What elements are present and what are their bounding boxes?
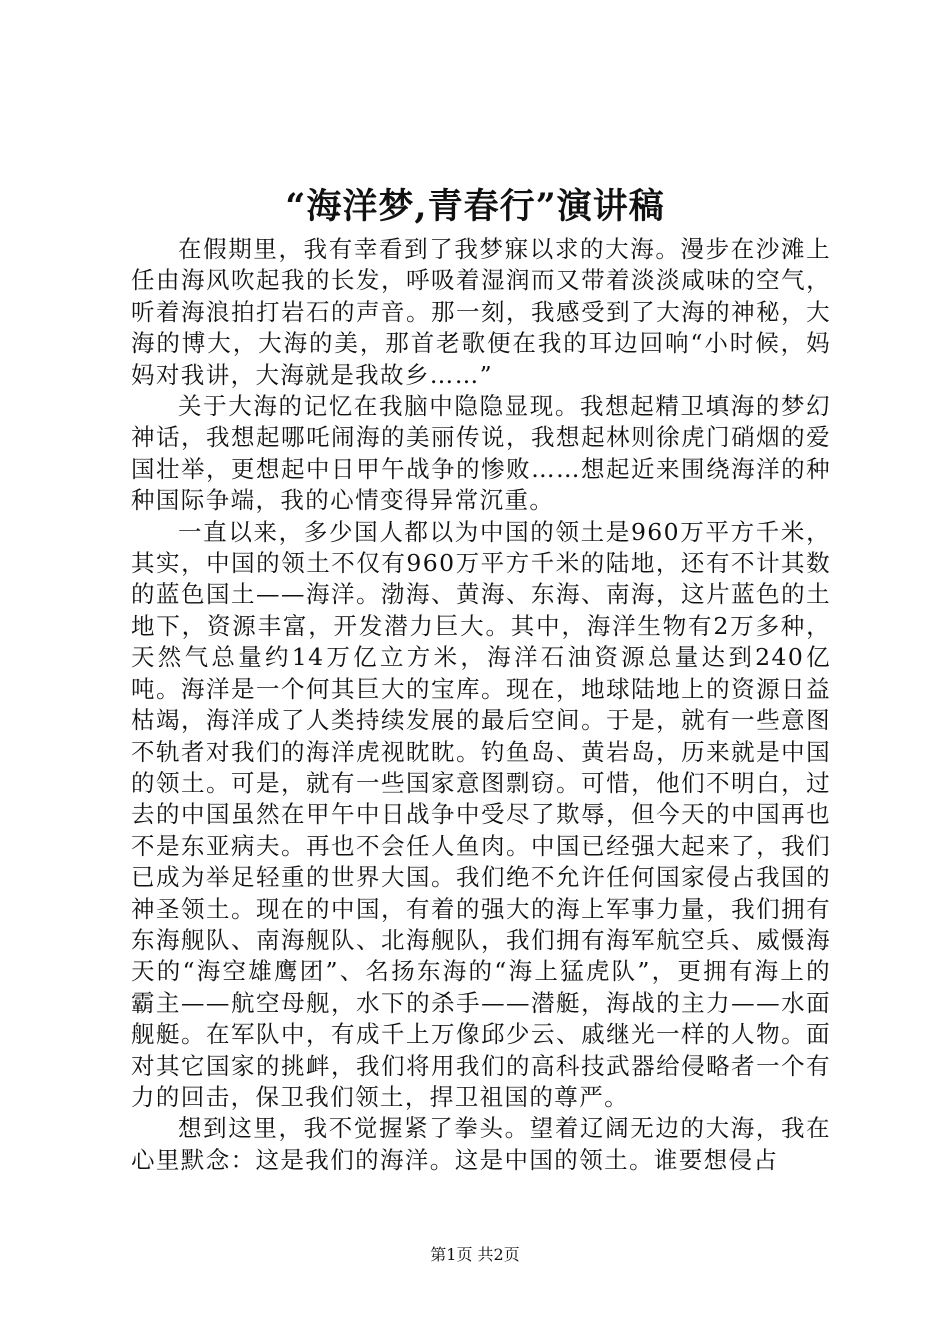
paragraph-3: 一直以来，多少国人都以为中国的领土是960万平方千米，其实，中国的领土不仅有960万平方千米的陆地，还有不计其数的蓝色国土——海洋。渤海、黄海、东海、南海，这片蓝色的土地下，资源丰富，开发潜力巨大。其中，海洋生物有2万多种，天然气总量约14万亿立方米，海洋石油资源总量达到240亿吨。海洋是一个何其巨大的宝库。现在，地球陆地上的资源日益枯竭，海洋成了人类持续发展的最后空间。于是，就有一些意图不轨者对我们的海洋虎视眈眈。钓鱼岛、黄岩岛，历来就是中国的领土。可是，就有一些国家意图剽窃。可惜，他们不明白，过去的中国虽然在甲午中日战争中受尽了欺辱，但今天的中国再也不是东亚病夫。再也不会任人鱼肉。中国已经强大起来了，我们已成为举足轻重的世界大国。我们绝不允许任何国家侵占我国的神圣领土。现在的中国，有着的强大的海上军事力量，我们拥有东海舰队、南海舰队、北海舰队，我们拥有海军航空兵、威慑海天的“海空雄鹰团”、名扬东海的“海上猛虎队”，更拥有海上的霸主——航空母舰，水下的杀手——潜艇，海战的主力——水面舰艇。在军队中，有成千上万像邱少云、戚继光一样的人物。面对其它国家的挑衅，我们将用我们的高科技武器给侵略者一个有力的回击，保卫我们领土，捍卫祖国的尊严。 xyxy=(131,517,831,1111)
paragraph-2: 关于大海的记忆在我脑中隐隐显现。我想起精卫填海的梦幻神话，我想起哪吒闹海的美丽传说，我想起林则徐虎门硝烟的爱国壮举，更想起中日甲午战争的惨败……想起近来围绕海洋的种种国际争端，我的心情变得异常沉重。 xyxy=(131,392,831,515)
paragraph-1: 在假期里，我有幸看到了我梦寐以求的大海。漫步在沙滩上任由海风吹起我的长发，呼吸着湿润而又带着淡淡咸味的空气，听着海浪拍打岩石的声音。那一刻，我感受到了大海的神秘，大海的博大，大海的美，那首老歌便在我的耳边回响“小时候，妈妈对我讲，大海就是我故乡……” xyxy=(131,235,831,389)
page-footer: 第1页 共2页 xyxy=(430,1245,520,1264)
paragraph-4: 想到这里，我不觉握紧了拳头。望着辽阔无边的大海，我在心里默念：这是我们的海洋。这是中国的领土。谁要想侵占 xyxy=(131,1114,831,1174)
document-title: “海洋梦,青春行”演讲稿 xyxy=(285,186,665,227)
document-body xyxy=(131,234,831,1176)
